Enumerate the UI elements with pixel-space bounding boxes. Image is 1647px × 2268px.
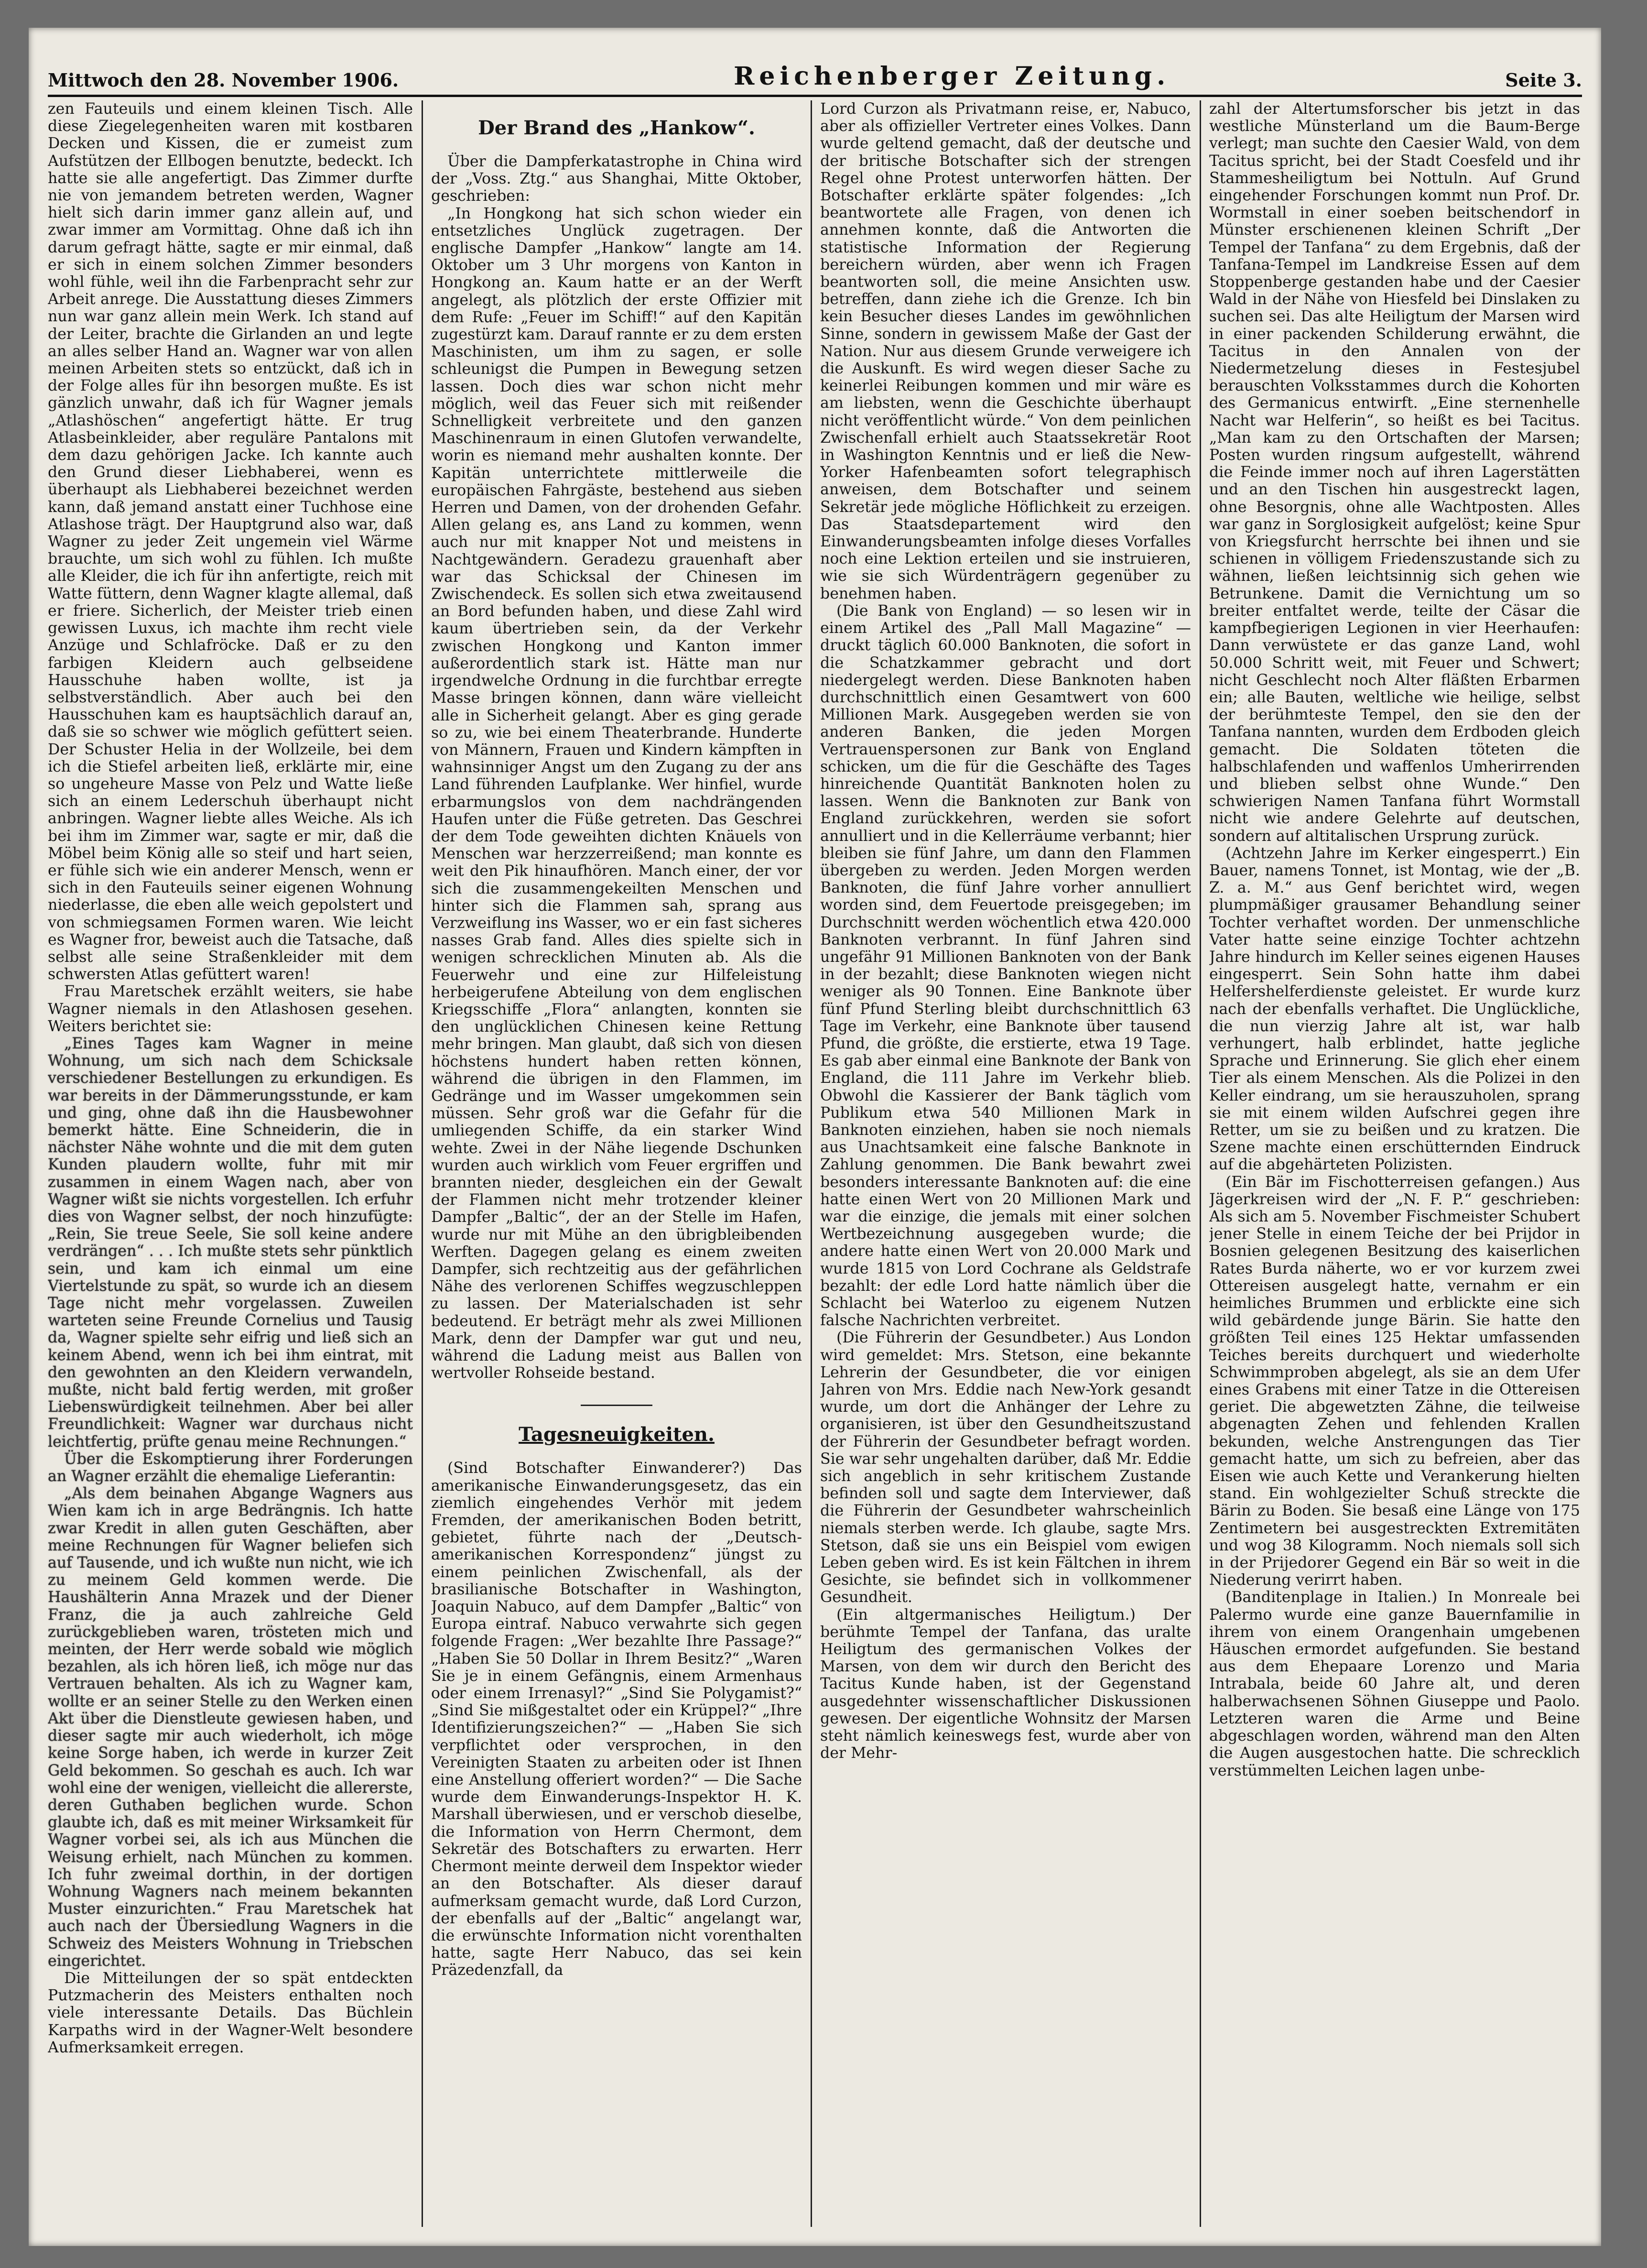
article-paragraph: zen Fauteuils und einem kleinen Tisch. Alle diese Ziegelegenheiten waren mit kostbaren Decken und Kissen, die er zumeist zum Aufstützen der Ellbogen benutzte, bedeckt. Ich hatte sie alle angefertigt. Das Zimmer durfte nie von jemandem betreten werden, Wagner hielt sich darin immer ganz allein auf, und zwar immer am Vormittag. Ohne daß ich ihn darum gefragt hätte, sagte er mir einmal, daß er sich in einem solchen Zimmer besonders wohl fühle, weil ihn die Farbenpracht sehr zur Arbeit anrege. Die Ausstattung dieses Zimmers nun war ganz allein mein Werk. Ich stand auf der Leiter, brachte die Girlanden an und legte an alles selber Hand an. Wagner war von allen meinen Arbeiten stets so entzückt, daß ich in der Folge alles für ihn besorgen mußte. Es ist gänzlich unwahr, daß ich für Wagner jemals „Atlashöschen“ angefertigt hätte. Er trug Atlasbeinkleider, aber reguläre Pantalons mit dem dazu gehörigen Jacke. Ich kannte auch den Grund dieser Liebhaberei, wenn es überhaupt als Liebhaberei bezeichnet werden kann, daß jemand anstatt einer Tuchhose eine Atlashose trägt. Der Hauptgrund also war, daß Wagner zu jeder Zeit ungemein viel Wärme brauchte, um sich wohl zu fühlen. Ich mußte alle Kleider, die ich für ihn anfertigte, reich mit Watte füttern, denn Wagner klagte allemal, daß er friere. Sicherlich, der Meister trieb einen gewissen Luxus, ich machte ihm recht viele Anzüge und Schlafröcke. Daß er zu den farbigen Kleidern auch gelbseidene Hausschuhe haben wollte, ist ja selbstverständlich. Aber auch bei den Hausschuhen kam es hauptsächlich darauf an, daß sie so schwer wie möglich gefüttert seien. Der Schuster Helia in der Wollzeile, bei dem ich die Stiefel arbeiten ließ, erklärte mir, eine so ungeheure Masse von Pelz und Watte ließe sich an einem Lederschuh überhaupt nicht anbringen. Wagner liebte alles Weiche. Als ich bei ihm im Zimmer war, sagte er mir, daß die Möbel beim König alle so steif und hart seien, er fühle sich wie ein anderer Mensch, wenn er sich in den Fauteuils seiner eigenen Wohnung niederlasse, die eben alle weich gepolstert und von schmiegsamen Formen waren. Wie leicht es Wagner fror, beweist auch die Tatsache, daß selbst alle seine Straßenkleider mit dem schwersten Atlas gefüttert waren!	[48, 100, 413, 983]
article-paragraph: zahl der Altertumsforscher bis jetzt in das westliche Münsterland um die Baum-Berge verlegt; man suchte den Caesier Wald, von dem Tacitus spricht, bei der Stadt Coesfeld und ihr Stammesheiligtum bei Nottuln. Auf Grund eingehender Forschungen kommt nun Prof. Dr. Wormstall in einer soeben beitschendorf in Münster erschienenen kleinen Schrift „Der Tempel der Tanfana“ zu dem Ergebnis, daß der Tanfana-Tempel im Landkreise Essen auf dem Stoppenberge gestanden habe und der Caesier Wald in der Nähe von Hiesfeld bei Dinslaken zu suchen sei. Das alte Heiligtum der Marsen wird in einer packenden Schilderung erwähnt, die Tacitus in den Annalen von der Niedermetzelung dieses in Festesjubel berauschten Volksstammes durch die Kohorten des Germanicus entwirft. „Eine sternenhelle Nacht war Helferin“, so heißt es bei Tacitus. „Man kam zu den Ortschaften der Marsen; Posten wurden ringsum aufgestellt, während die Feinde immer noch auf ihren Lagerstätten und an den Tischen hin ausgestreckt lagen, ohne Besorgnis, ohne alle Wachtposten. Alles war ganz in Sorglosigkeit aufgelöst; keine Spur von Kriegsfurcht herrschte bei ihnen und sie schienen in völligem Friedenszustande sich zu wähnen, ließen leichtsinnig sich gehen wie Betrunkene. Damit die Vernichtung um so breiter entfaltet werde, teilte der Cäsar die kampfbegierigen Legionen in vier Heerhaufen: Dann verwüstete er das ganze Land, wohl 50.000 Schritt weit, mit Feuer und Schwert; nicht Geschlecht noch Alter fläßten Erbarmen ein; alle Bauten, weltliche wie heilige, selbst der berühmteste Tempel, den sie den der Tanfana nannten, wurden dem Erdboden gleich gemacht. Die Soldaten töteten die halbschlafenden und waffenlos Umherirrenden und blieben selbst ohne Wunde.“ Den schwierigen Namen Tanfana führt Wormstall nicht wie andere Gelehrte auf deutschen, sondern auf altitalischen Ursprung zurück.	[1209, 100, 1580, 845]
masthead	[48, 47, 1582, 97]
article-paragraph: (Achtzehn Jahre im Kerker eingesperrt.) Ein Bauer, namens Tonnet, ist Montag, wie der „B. Z. a. M.“ aus Genf berichtet wird, wegen plumpmäßiger grausamer Behandlung seiner Tochter verhaftet worden. Der unmenschliche Vater hatte seine einzige Tochter achtzehn Jahre hindurch im Keller seines eigenen Hauses eingesperrt. Sein Sohn hatte ihm dabei Helfershelferdienste geleistet. Er wurde kurz nach der ebenfalls verhaftet. Die Unglückliche, die nun vierzig Jahre alt ist, war halb verhungert, halb erblindet, hatte jegliche Sprache und Erinnerung. Sie glich eher einem Tier als einem Menschen. Als die Polizei in den Keller eindrang, um sie herauszuholen, sprang sie mit einem wilden Aufschrei gegen ihre Retter, um sie zu beißen und zu kratzen. Die Szene machte einen erschütternden Eindruck auf die abgehärteten Polizisten.	[1209, 844, 1580, 1174]
article-paragraph: „Als dem beinahen Abgange Wagners aus Wien kam ich in arge Bedrängnis. Ich hatte zwar Kredit in allen guten Geschäften, aber meine Rechnungen für Wagner beliefen sich auf Tausende, und ich wußte nun nicht, wie ich zu meinem Geld kommen werde. Die Haushälterin Anna Mrazek und der Diener Franz, die ja auch zahlreiche Geld zurückgeblieben waren, trösteten mich und meinten, der Herr werde sobald wie möglich bezahlen, als ich hören ließ, ich möge nur das Vertrauen behalten. Als ich zu Wagner kam, wollte er an seiner Stelle zu den Werken einen Akt über die Dienstleute gewiesen haben, und dieser sagte mir auch wiederholt, ich möge keine Sorge haben, ich werde in kurzer Zeit Geld bekommen. So geschah es auch. Ich war wohl eine der wenigen, vielleicht die allererste, deren Guthaben beglichen wurde. Schon glaubte ich, daß es mit meiner Wirksamkeit für Wagner vorbei sei, als ich aus München die Weisung erhielt, nach München zu kommen. Ich fuhr zweimal dorthin, in der dortigen Wohnung Wagners nach meinem bekannten Muster einzurichten.“ Frau Maretschek hat auch nach der Übersiedlung Wagners in die Schweiz des Meisters Wohnung in Triebschen eingerichtet.	[48, 1485, 413, 1970]
newspaper-page	[29, 28, 1601, 2246]
article-paragraph: (Ein altgermanisches Heiligtum.) Der berühmte Tempel der Tanfana, das uralte Heiligtum des germanischen Volkes der Marsen, von dem wir durch den Bericht des Tacitus Kunde haben, ist der Gegenstand ausgedehnter wissenschaftlicher Diskussionen gewesen. Der eigentliche Wohnsitz der Marsen steht nämlich keineswegs fest, wurde aber von der Mehr-	[820, 1606, 1191, 1762]
column-rule	[422, 100, 423, 2227]
article-paragraph: „In Hongkong hat sich schon wieder ein entsetzliches Unglück zugetragen. Der englische Dampfer „Hankow“ langte am 14. Oktober um 3 Uhr morgens von Kanton in Hongkong an. Kaum hatte er an der Werft angelegt, als plötzlich der erste Offizier mit dem Rufe: „Feuer im Schiff!“ auf den Kapitän zugestürzt kam. Darauf rannte er zu dem ersten Maschinisten, um ihm zu sagen, er solle schleunigst die Pumpen in Bewegung setzen lassen. Doch dies war schon nicht mehr möglich, weil das Feuer sich mit reißender Schnelligkeit verbreitete und den ganzen Maschinenraum in einen Glutofen verwandelte, worin es niemand mehr aushalten konnte. Der Kapitän unterrichtete mittlerweile die europäischen Fahrgäste, bestehend aus sieben Herren und Damen, von der drohenden Gefahr. Allen gelang es, ans Land zu kommen, wenn auch nur mit knapper Not und meistens in Nachtgewändern. Geradezu grauenhaft aber war das Schicksal der Chinesen im Zwischendeck. Es sollen sich etwa zweitausend an Bord befunden haben, und diese Zahl wird kaum übertrieben sein, da der Verkehr zwischen Hongkong und Kanton immer außerordentlich stark ist. Hätte man nur irgendwelche Ordnung in die furchtbar erregte Masse bringen können, dann wäre vielleicht alle in Sicherheit gelangt. Aber es ging gerade so zu, wie bei einem Theaterbrande. Hunderte von Männern, Frauen und Kindern kämpften in wahnsinniger Angst um den Zugang zu der ans Land führenden Laufplanke. Wer hinfiel, wurde erbarmungslos von dem nachdrängenden Haufen unter die Füße getreten. Das Geschrei der dem Tode geweihten dichten Knäuels von Menschen war herzzerreißend; man konnte es weit den Pik hinaufhören. Manch einer, der vor sich die zusammengekeilten Menschen und hinter sich die Flammen sah, sprang aus Verzweiflung ins Wasser, wo er ein fast sicheres nasses Grab fand. Alles dies spielte sich in wenigen schrecklichen Minuten ab. Als die Feuerwehr und eine zur Hilfeleistung herbeigerufene Abteilung von dem englischen Kriegsschiffe „Flora“ anlangten, konnten sie den unglücklichen Chinesen keine Rettung mehr bringen. Man glaubt, daß sich von diesen höchstens hundert haben retten können, während die übrigen in den Flammen, im Gedränge und im Wasser umgekommen sein müssen. Sehr groß war die Gefahr für die umliegenden Schiffe, da ein starker Wind wehte. Zwei in der Nähe liegende Dschunken wurden auch wirklich vom Feuer ergriffen und brannten nieder, desgleichen ein der Gewalt der Flammen nicht mehr trotzender kleiner Dampfer „Baltic“, der an der Stelle im Hafen, wurde nur mit Mühe an den übrigbleibenden Werften. Dagegen gelang es einem zweiten Dampfer, sich rechtzeitig aus der gefährlichen Nähe des verlorenen Schiffes wegzuschleppen zu lassen. Der Materialschaden ist sehr bedeutend. Er beträgt mehr als zwei Millionen Mark, denn der Dampfer war gut und neu, während die Ladung meist aus Ballen von wertvoller Rohseide bestand.	[431, 205, 802, 1382]
article-paragraph: (Die Bank von England) — so lesen wir in einem Artikel des „Pall Mall Magazine“ — druckt täglich 60.000 Banknoten, die sofort in die Schatzkammer gebracht und dort niedergelegt werden. Diese Banknoten haben durchschnittlich einen Gesamtwert von 600 Millionen Mark. Ausgegeben werden sie von anderen Banken, die jeden Morgen Vertrauenspersonen zur Bank von England schicken, um die für die Geschäfte des Tages hinreichende Quantität Banknoten holen zu lassen. Wenn die Banknoten zur Bank von England zurückkehren, werden sie sofort annulliert und in die Kellerräume verbannt; hier bleiben sie fünf Jahre, um dann den Flammen übergeben zu werden. Jeden Morgen werden Banknoten, die fünf Jahre vorher annulliert worden sind, dem Feuertode preisgegeben; im Durchschnitt werden wöchentlich etwa 420.000 Banknoten verbrannt. In fünf Jahren sind ungefähr 91 Millionen Banknoten von der Bank in der bezahlt; diese Banknoten wiegen nicht weniger als 90 Tonnen. Eine Banknote über fünf Pfund Sterling bleibt durchschnittlich 63 Tage im Verkehr, eine Banknote über tausend Pfund, die größte, die erstierte, etwa 19 Tage. Es gab aber einmal eine Banknote der Bank von England, die 111 Jahre im Verkehr blieb. Obwohl die Kassierer der Bank täglich vom Publikum etwa 540 Millionen Mark in Banknoten einziehen, haben sie noch niemals aus Unachtsamkeit eine falsche Banknote in Zahlung genommen. Die Bank bewahrt zwei besonders interessante Banknoten auf: die eine hatte einen Wert von 20 Millionen Mark und war die einzige, die jemals mit einer solchen Wertbezeichnung ausgegeben wurde; die andere hatte einen Wert von 20.000 Mark und wurde 1815 von Lord Cochrane als Geldstrafe bezahlt: der edle Lord hatte nämlich über die Schlacht bei Waterloo zu eigenem Nutzen falsche Nachrichten verbreitet.	[820, 602, 1191, 1330]
column-4	[1209, 100, 1580, 2227]
article-paragraph: Über die Dampferkatastrophe in China wird der „Voss. Ztg.“ aus Shanghai, Mitte Oktober, geschrieben:	[431, 153, 802, 205]
column-2	[431, 100, 802, 2227]
article-paragraph: (Die Führerin der Gesundbeter.) Aus London wird gemeldet: Mrs. Stetson, eine bekannte Lehrerin der Gesundbeter, die vor einigen Jahren von Mrs. Eddie nach New-York gesandt wurde, um dort die Anhänger der Lehre zu organisieren, ist über den Gesundheitszustand der Führerin der Gesundbeter befragt worden. Sie war sehr ungehalten darüber, daß Mr. Eddie sich angeblich in sehr kritischem Zustande befinden soll und sagte dem Interviewer, daß die Führerin der Gesundbeter wahrscheinlich niemals sterben werde. Ich glaube, sagte Mrs. Stetson, daß sie uns ein Beispiel vom ewigen Leben geben wird. Es ist kein Fältchen in ihrem Gesichte, sie befindet sich in vollkommener Gesundheit.	[820, 1329, 1191, 1606]
issue-date: Mittwoch den 28. November 1906.	[48, 69, 399, 91]
column-rule	[1200, 100, 1201, 2227]
headline-hankow: Der Brand des „Hankow“.	[478, 117, 755, 139]
article-paragraph: „Eines Tages kam Wagner in meine Wohnung, um sich nach dem Schicksale verschiedener Bestellungen zu erkundigen. Es war bereits in der Dämmerungsstunde, er kam und ging, ohne daß ihn die Hausbewohner bemerkt hätte. Eine Schneiderin, die in nächster Nähe wohnte und die mit dem guten Kunden plaudern wollte, fuhr mit mir zusammen in einem Wagen nach, aber von Wagner wißt sie nichts vorgestellen. Ich erfuhr dies von Wagner selbst, der noch hinzufügte: „Rein, Sie treue Seele, Sie soll keine andere verdrängen“ . . . Ich mußte stets sehr pünktlich sein, und kam ich einmal um eine Viertelstunde zu spät, so wurde ich an diesem Tage nicht mehr vorgelassen. Zuweilen warteten seine Freunde Cornelius und Tausig da, Wagner spielte sehr eifrig und ließ sich an keinem Abend, wenn ich bei ihm eintrat, mit den gewohnten an den Kleidern verwandeln, mußte, nicht bald fertig werden, mit großer Liebenswürdigkeit teilnehmen. Aber bei aller Freundlichkeit: Wagner war durchaus nicht leichtfertig, prüfte genau meine Rechnungen.“	[48, 1035, 413, 1450]
column-rule	[811, 100, 812, 2227]
headline-tagesneuigkeiten: Tagesneuigkeiten.	[519, 1423, 715, 1446]
newspaper-title: Reichenberger Zeitung.	[734, 62, 1170, 91]
page-number: Seite 3.	[1505, 69, 1582, 91]
article-paragraph: (Ein Bär im Fischotterreisen gefangen.) Aus Jägerkreisen wird der „N. F. P.“ geschrieben: Als sich am 5. November Fischmeister Schubert jener Stelle in einem Teiche der bei Prijdor in Bosnien gelegenen Besitzung des kaiserlichen Rates Burda näherte, wo er vor kurzem zwei Ottereisen ausgelegt hatte, vernahm er ein heimliches Brummen und erblickte eine sich wild gebärdende junge Bärin. Sie hatte den größten Teil eines 125 Hektar umfassenden Teiches bereits durchquert und wiederholte Schwimmproben abgelegt, als sie an dem Ufer eines Grabens mit einer Tatze in die Ottereisen geriet. Die abgewetzten Zähne, die teilweise abgenagten Zehen und fehlenden Krallen bekunden, welche Anstrengungen das Tier gemacht hatte, um sich zu befreien, aber das Eisen wie auch Kette und Verankerung hielten stand. Ein wohlgezielter Schuß streckte die Bärin zu Boden. Sie besaß eine Länge von 175 Zentimetern bei ausgestreckten Extremitäten und wog 38 Kilogramm. Noch niemals soll sich in der Prijedorer Gegend ein Bär so weit in die Niederung verirrt haben.	[1209, 1173, 1580, 1589]
article-paragraph: Über die Eskomptierung ihrer Forderungen an Wagner erzählt die ehemalige Lieferantin:	[48, 1450, 413, 1485]
column-3	[820, 100, 1191, 2227]
article-paragraph: Die Mitteilungen der so spät entdeckten Putzmacherin des Meisters enthalten noch viele interessante Details. Das Büchlein Karpaths wird in der Wagner-Welt besondere Aufmerksamkeit erregen.	[48, 1969, 413, 2056]
article-paragraph: (Sind Botschafter Einwanderer?) Das amerikanische Einwanderungsgesetz, das ein ziemlich eingehendes Verhör mit jedem Fremden, der amerikanischen Boden betritt, gebietet, führte nach der „Deutsch-amerikanischen Korrespondenz“ jüngst zu einem peinlichen Zwischenfall, als der brasilianische Botschafter in Washington, Joaquin Nabuco, auf dem Dampfer „Baltic“ von Europa eintraf. Nabuco verwahrte sich gegen folgende Fragen: „Wer bezahlte Ihre Passage?“ „Haben Sie 50 Dollar in Ihrem Besitz?“ „Waren Sie je in einem Gefängnis, einem Armenhaus oder einem Irrenasyl?“ „Sind Sie Polygamist?“ „Sind Sie mißgestaltet oder ein Krüppel?“ „Ihre Identifizierungszeichen?“ — „Haben Sie sich verpflichtet oder versprochen, in den Vereinigten Staaten zu arbeiten oder ist Ihnen eine Anstellung offeriert worden?“ — Die Sache wurde dem Einwanderungs-Inspektor H. K. Marshall überwiesen, und er verschob dieselbe, die Information von Herrn Chermont, dem Sekretär des Botschafters zu erwarten. Herr Chermont meinte derweil dem Inspektor wieder an den Botschafter. Als dieser darauf aufmerksam gemacht wurde, daß Lord Curzon, der ebenfalls auf der „Baltic“ angelangt war, die erwünschte Information nicht vorenthalten hatte, sagte Herr Nabuco, das sei kein Präzedenzfall, da	[431, 1460, 802, 1979]
article-paragraph: (Banditenplage in Italien.) In Monreale bei Palermo wurde eine ganze Bauernfamilie in ihrem von einem Orangenhain umgebenen Häuschen ermordet aufgefunden. Sie bestand aus dem Ehepaare Lorenzo und Maria Intrabala, beide 60 Jahre alt, und deren halberwachsenen Söhnen Giuseppe und Paolo. Letzteren waren die Arme und Beine abgeschlagen worden, während man den Alten die Augen ausgestochen hatte. Die schrecklich verstümmelten Leichen lagen unbe-	[1209, 1589, 1580, 1779]
column-1	[48, 100, 413, 2227]
section-divider	[581, 1405, 652, 1406]
article-paragraph: Lord Curzon als Privatmann reise, er, Nabuco, aber als offizieller Vertreter eines Volkes. Dann wurde geltend gemacht, daß der deutsche und der britische Botschafter sich der strengen Regel ohne Protest unterworfen hätten. Der Botschafter erklärte später folgendes: „Ich beantwortete alle Fragen, von denen ich annehmen konnte, daß die Antworten die statistische Information der Regierung bereichern würden, aber wenn ich Fragen beantworten soll, die meine Ansichten usw. betreffen, dann ziehe ich die Grenze. Ich bin kein Besucher dieses Landes im gewöhnlichen Sinne, sondern in gewissem Maße der Gast der Nation. Nur aus diesem Grunde verweigere ich die Auskunft. Es wird wegen dieser Sache zu keinerlei Reibungen kommen und mir wäre es am liebsten, wenn die Geschichte überhaupt nicht veröffentlicht würde.“ Von dem peinlichen Zwischenfall erhielt auch Staatssekretär Root in Washington Kenntnis und er ließ die New-Yorker Hafenbeamten sofort telegraphisch anweisen, dem Botschafter und seinem Sekretär jede mögliche Höflichkeit zu erzeigen. Das Staatsdepartement wird den Einwanderungsbeamten infolge dieses Vorfalles noch eine Lektion erteilen und sie instruieren, wie sie sich Würdenträgern gegenüber zu benehmen haben.	[820, 100, 1191, 602]
article-paragraph: Frau Maretschek erzählt weiters, sie habe Wagner niemals in den Atlashosen gesehen. Weiters berichtet sie:	[48, 983, 413, 1035]
